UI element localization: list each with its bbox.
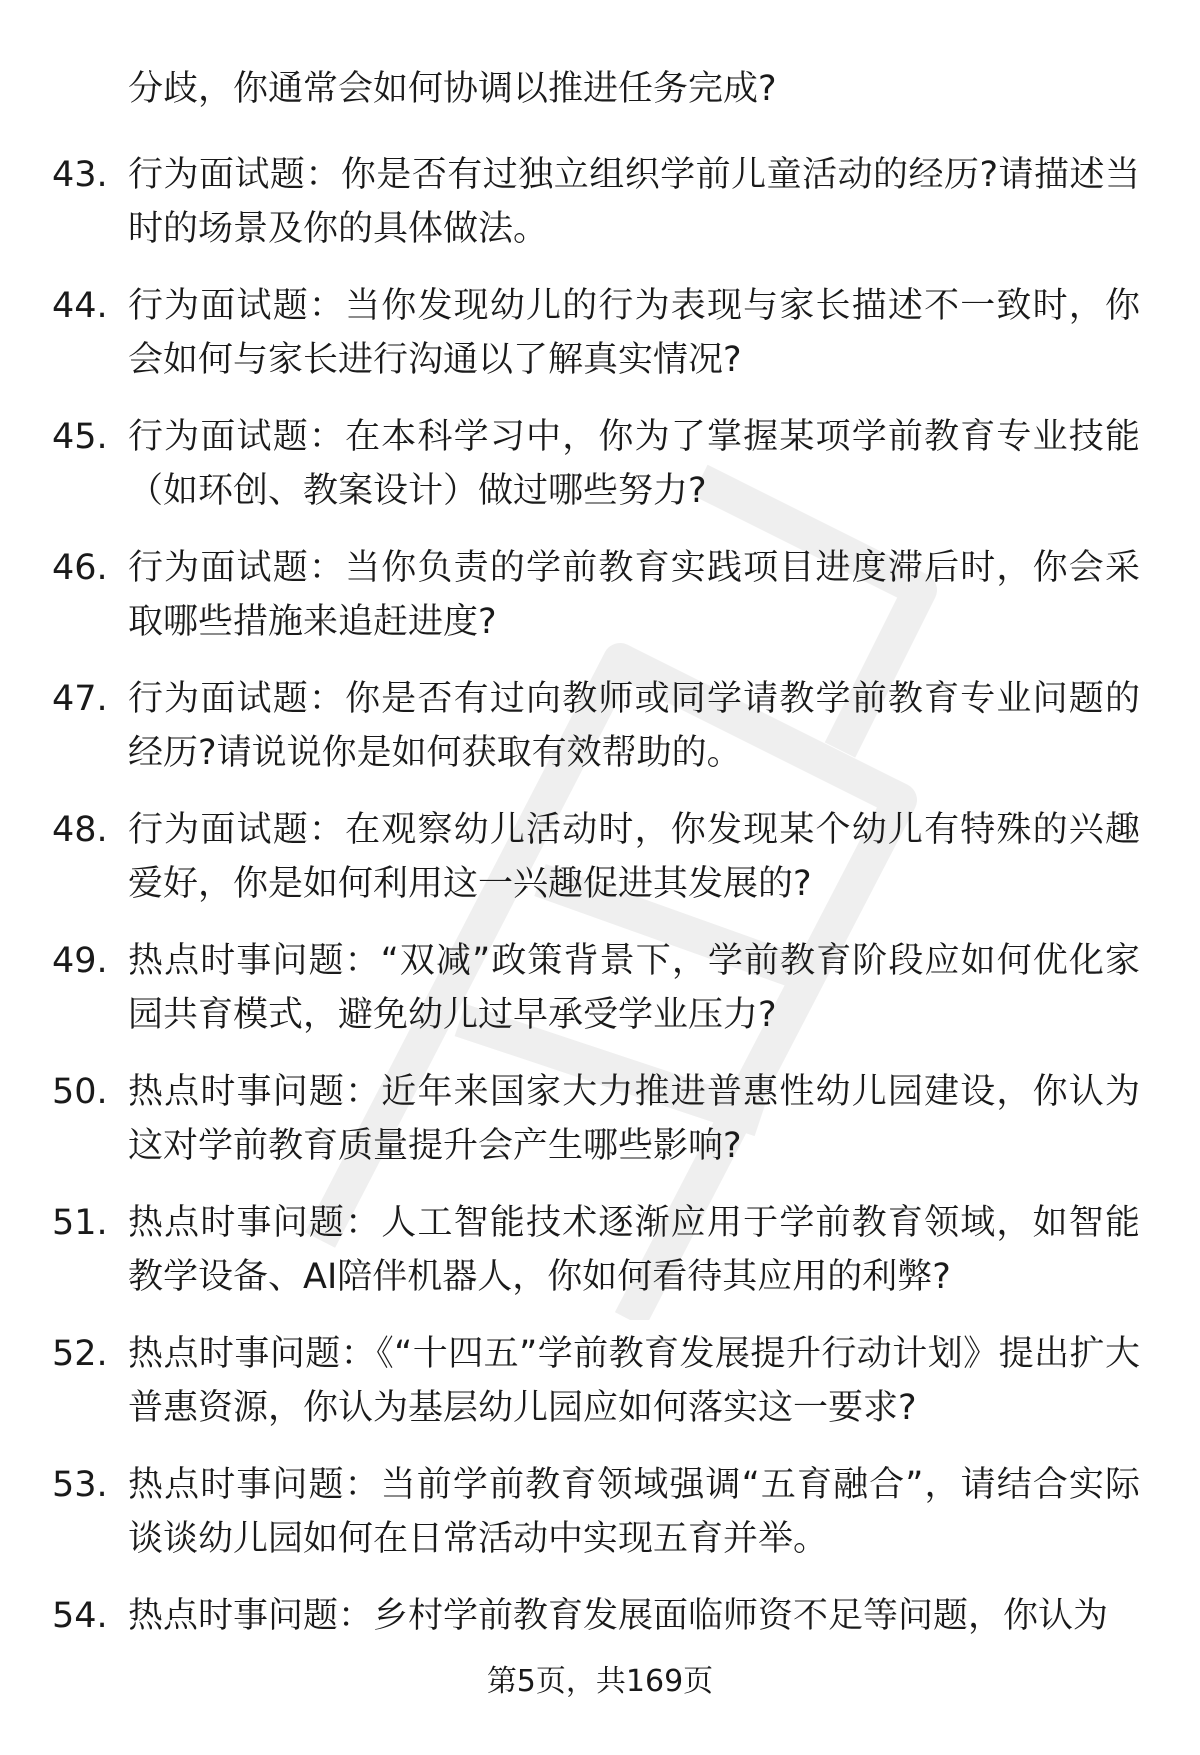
question-number: 49. bbox=[52, 941, 108, 981]
question-number: 53. bbox=[52, 1465, 108, 1505]
question-text: 行为面试题：你是否有过独立组织学前儿童活动的经历?请描述当时的场景及你的具体做法。 bbox=[128, 155, 1140, 249]
question-item bbox=[0, 148, 1200, 279]
question-text: 热点时事问题：当前学前教育领域强调“五育融合”，请结合实际谈谈幼儿园如何在日常活动中实现五育并举。 bbox=[128, 1465, 1140, 1559]
question-item bbox=[0, 1327, 1200, 1458]
question-text: 行为面试题：当你发现幼儿的行为表现与家长描述不一致时，你会如何与家长进行沟通以了解真实情况? bbox=[128, 286, 1140, 380]
question-list bbox=[0, 148, 1200, 1720]
question-item bbox=[0, 410, 1200, 541]
question-text: 行为面试题：你是否有过向教师或同学请教学前教育专业问题的经历?请说说你是如何获取有效帮助的。 bbox=[128, 679, 1140, 773]
question-item bbox=[0, 803, 1200, 934]
question-item bbox=[0, 672, 1200, 803]
question-text: 热点时事问题：人工智能技术逐渐应用于学前教育领域，如智能教学设备、AI陪伴机器人，你如何看待其应用的利弊? bbox=[128, 1203, 1140, 1297]
question-text: 热点时事问题：“双减”政策背景下，学前教育阶段应如何优化家园共育模式，避免幼儿过早承受学业压力? bbox=[128, 941, 1140, 1035]
question-text: 热点时事问题：乡村学前教育发展面临师资不足等问题，你认为 bbox=[128, 1596, 1109, 1636]
question-item bbox=[0, 1196, 1200, 1327]
question-number: 47. bbox=[52, 679, 108, 719]
question-number: 43. bbox=[52, 155, 108, 195]
question-item bbox=[0, 1065, 1200, 1196]
question-text: 行为面试题：当你负责的学前教育实践项目进度滞后时，你会采取哪些措施来追赶进度? bbox=[128, 548, 1140, 642]
question-number: 50. bbox=[52, 1072, 108, 1112]
question-number: 45. bbox=[52, 417, 108, 457]
question-text: 热点时事问题：《“十四五”学前教育发展提升行动计划》提出扩大普惠资源，你认为基层幼儿园应如何落实这一要求? bbox=[128, 1334, 1140, 1428]
question-number: 54. bbox=[52, 1596, 108, 1636]
question-text: 行为面试题：在本科学习中，你为了掌握某项学前教育专业技能（如环创、教案设计）做过哪些努力? bbox=[128, 417, 1140, 511]
question-item bbox=[0, 934, 1200, 1065]
question-item bbox=[0, 1458, 1200, 1589]
question-number: 51. bbox=[52, 1203, 108, 1243]
question-number: 46. bbox=[52, 548, 108, 588]
continuation-text: 分歧，你通常会如何协调以推进任务完成? bbox=[128, 69, 777, 109]
question-number: 44. bbox=[52, 286, 108, 326]
question-item bbox=[0, 279, 1200, 410]
question-number: 52. bbox=[52, 1334, 108, 1374]
page-footer: 第5页，共169页 bbox=[486, 1664, 714, 1699]
question-item bbox=[0, 541, 1200, 672]
question-text: 热点时事问题：近年来国家大力推进普惠性幼儿园建设，你认为这对学前教育质量提升会产生哪些影响? bbox=[128, 1072, 1140, 1166]
question-text: 行为面试题：在观察幼儿活动时，你发现某个幼儿有特殊的兴趣爱好，你是如何利用这一兴趣促进其发展的? bbox=[128, 810, 1140, 904]
question-number: 48. bbox=[52, 810, 108, 850]
